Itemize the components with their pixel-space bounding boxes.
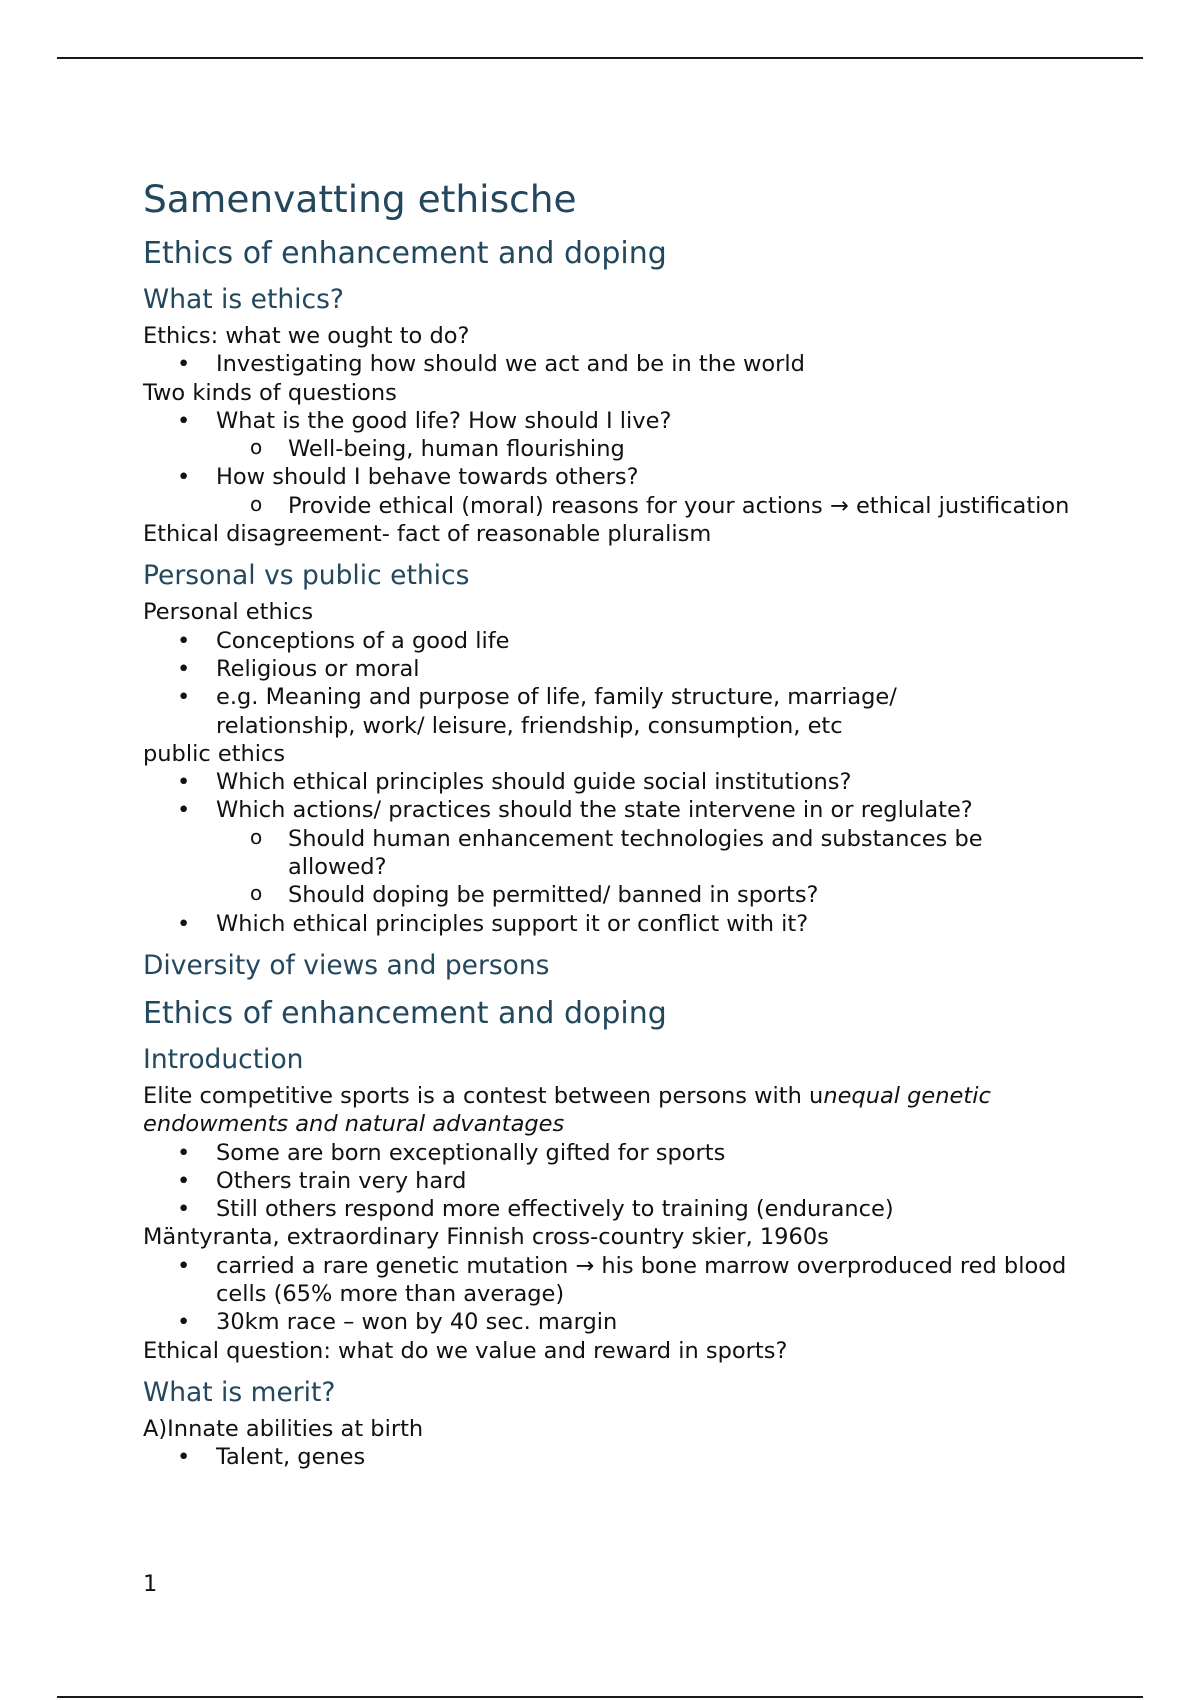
list-item [143, 1139, 1073, 1167]
sub-bullet-icon: o [250, 491, 263, 516]
list-item-text: Which actions/ practices should the state intervene in or reglulate? [216, 797, 973, 824]
sub-bullet-icon: o [250, 435, 263, 460]
sub-bullet-icon: o [250, 881, 263, 906]
list-item [143, 350, 1073, 378]
list-item-text: Should human enhancement technologies and substances be allowed? [288, 825, 983, 881]
heading-diversity: Diversity of views and persons [143, 949, 550, 981]
bullet-icon: • [177, 1167, 191, 1194]
paragraph: Personal ethics [143, 599, 314, 626]
paragraph: public ethics [143, 740, 286, 767]
heading-what-is-ethics: What is ethics? [143, 284, 344, 315]
list-item-text: Some are born exceptionally gifted for sports [216, 1139, 726, 1166]
list-item-text: Well-being, human flourishing [288, 436, 625, 463]
sub-list-item [143, 435, 1073, 463]
paragraph [143, 1082, 1073, 1139]
footer-rule [57, 1696, 1143, 1698]
list-item [143, 768, 1073, 796]
header-rule [57, 57, 1143, 59]
list-item [143, 627, 1073, 655]
list-item-text: Conceptions of a good life [216, 627, 510, 654]
list-item-text: carried a rare genetic mutation → his bone marrow overproduced red blood cells (65% more than average) [216, 1252, 1067, 1308]
list-item-text: What is the good life? How should I live? [216, 407, 672, 434]
list-item-text: Religious or moral [216, 655, 420, 682]
list-item-text: Which ethical principles should guide social institutions? [216, 769, 852, 796]
list-item-text: Still others respond more effectively to training (endurance) [216, 1196, 894, 1223]
list-item [143, 1443, 1073, 1471]
list-item-text: 30km race – won by 40 sec. margin [216, 1309, 618, 1336]
document-body [143, 175, 1073, 1472]
section-heading-enhancement: Ethics of enhancement and doping [143, 236, 667, 271]
bullet-icon: • [177, 655, 191, 682]
list-item-text: Which ethical principles support it or conflict with it? [216, 910, 809, 937]
list-item [143, 796, 1073, 824]
list-item [143, 1195, 1073, 1223]
intro-text: Elite competitive sports is a contest between persons with u [143, 1082, 824, 1109]
sub-bullet-icon: o [250, 824, 263, 849]
list-item [143, 683, 1006, 740]
list-item-text: Provide ethical (moral) reasons for your actions → ethical justification [288, 492, 1070, 519]
list-item [143, 1308, 1073, 1336]
sub-list-item [143, 881, 1073, 909]
document-title: Samenvatting ethische [143, 177, 577, 221]
list-item-text: Should doping be permitted/ banned in sports? [288, 882, 819, 909]
list-item-text: Talent, genes [216, 1444, 366, 1471]
paragraph: Ethics: what we ought to do? [143, 323, 470, 349]
page-number: 1 [143, 1571, 158, 1597]
bullet-icon: • [177, 351, 191, 378]
sub-list-item [143, 825, 1068, 882]
list-item-text: Investigating how should we act and be in the world [216, 351, 805, 378]
list-item [143, 407, 1073, 435]
bullet-icon: • [177, 910, 191, 937]
paragraph: Ethical disagreement- fact of reasonable pluralism [143, 521, 712, 548]
bullet-icon: • [177, 1196, 191, 1223]
paragraph: Two kinds of questions [143, 379, 397, 406]
list-item [143, 655, 1073, 683]
heading-what-is-merit: What is merit? [143, 1376, 336, 1408]
list-item [143, 1252, 1076, 1309]
bullet-icon: • [177, 797, 191, 824]
bullet-icon: • [177, 1309, 191, 1336]
list-item [143, 910, 1073, 938]
list-item-text: Others train very hard [216, 1167, 467, 1194]
heading-introduction: Introduction [143, 1043, 304, 1075]
bullet-icon: • [177, 1139, 191, 1166]
paragraph: A)Innate abilities at birth [143, 1415, 424, 1442]
bullet-icon: • [177, 627, 191, 654]
bullet-icon: • [177, 769, 191, 796]
bullet-icon: • [177, 1252, 191, 1279]
bullet-icon: • [177, 1444, 191, 1471]
paragraph: Ethical question: what do we value and reward in sports? [143, 1337, 788, 1364]
list-item [143, 1167, 1073, 1195]
sub-list-item [143, 492, 1128, 520]
heading-personal-vs-public: Personal vs public ethics [143, 560, 470, 592]
paragraph: Mäntyranta, extraordinary Finnish cross-country skier, 1960s [143, 1224, 829, 1251]
list-item [143, 463, 1073, 491]
list-item-text: How should I behave towards others? [216, 464, 639, 491]
bullet-icon: • [177, 684, 191, 711]
section-heading-enhancement-2: Ethics of enhancement and doping [143, 995, 667, 1031]
list-item-text: e.g. Meaning and purpose of life, family structure, marriage/ relationship, work/ leisure, friendship, consumption, etc [216, 684, 897, 739]
bullet-icon: • [177, 407, 191, 434]
bullet-icon: • [177, 464, 191, 491]
intro-italic-text: nequal genetic endowments and natural advantages [143, 1082, 991, 1138]
